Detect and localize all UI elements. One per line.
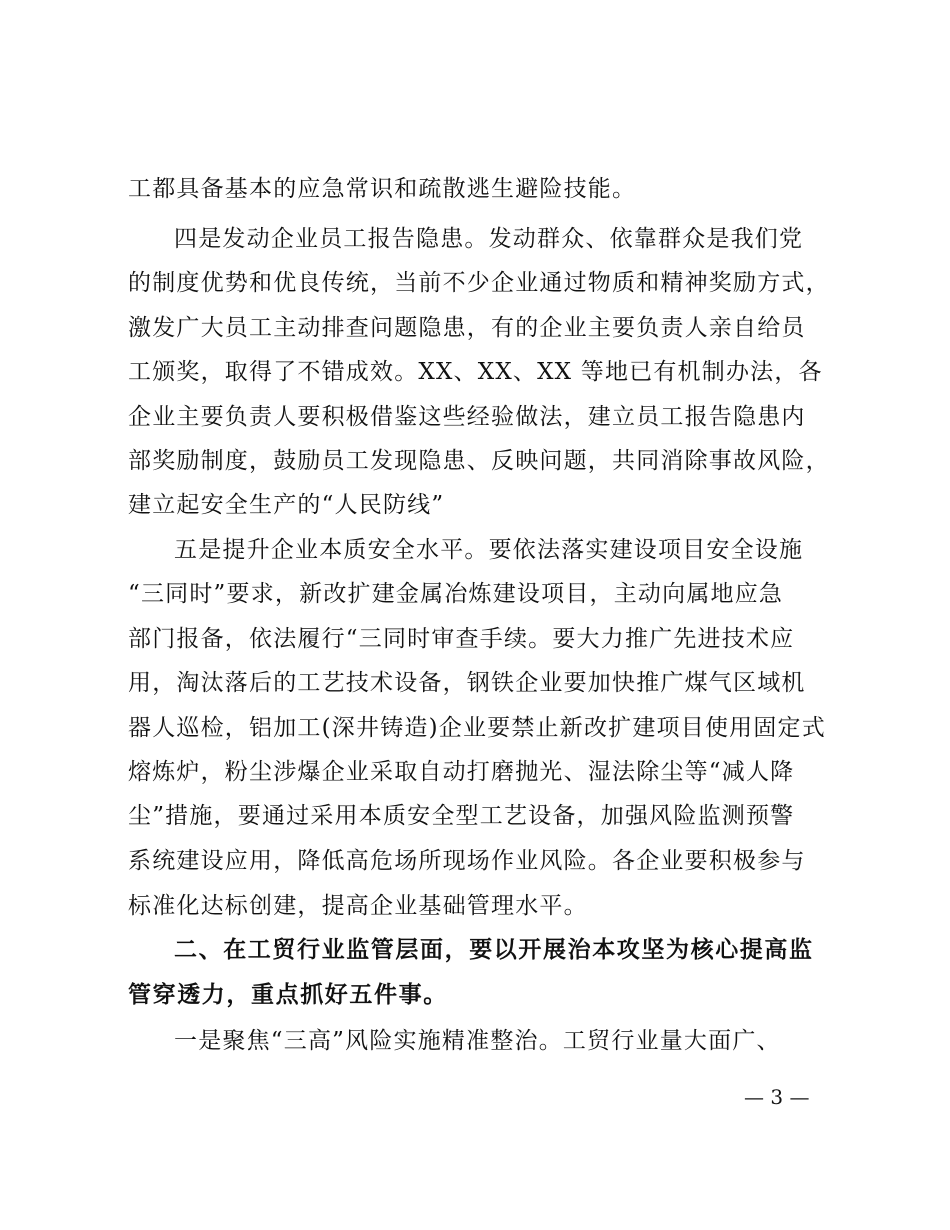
text-line: 熔炼炉，粉尘涉爆企业采取自动打磨抛光、湿法除尘等“减人降 (128, 759, 795, 785)
text-line: 标准化达标创建，提高企业基础管理水平。 (128, 893, 588, 919)
text-line: 的制度优势和优良传统，当前不少企业通过物质和精神奖励方式， (128, 270, 830, 296)
paragraph-start-line: 一是聚焦“三高”风险实施精准整治。工贸行业量大面广、 (174, 1028, 781, 1054)
text-line: 工颁奖，取得了不错成效。XX、XX、XX 等地已有机制办法，各 (128, 359, 823, 385)
text-line: 器人巡检，铝加工(深井铸造)企业要禁止新改扩建项目使用固定式 (128, 715, 826, 741)
text-line: 工都具备基本的应急常识和疏散逃生避险技能。 (128, 176, 637, 202)
section-heading-line: 管穿透力，重点抓好五件事。 (128, 982, 448, 1008)
page-number: — 3 — (744, 1085, 810, 1109)
text-line: 激发广大员工主动排查问题隐患，有的企业主要负责人亲自给员 (128, 315, 806, 341)
text-line: 系统建设应用，降低高危场所现场作业风险。各企业要积极参与 (128, 848, 806, 874)
section-heading-line: 二、在工贸行业监管层面，要以开展治本攻坚为核心提高监 (174, 937, 814, 963)
text-line: 企业主要负责人要积极借鉴这些经验做法，建立员工报告隐患内 (128, 404, 806, 430)
paragraph-start-line: 四是发动企业员工报告隐患。发动群众、依靠群众是我们党 (174, 226, 804, 252)
paragraph-start-line: 五是提升企业本质安全水平。要依法落实建设项目安全设施 (174, 537, 804, 563)
text-line: 用，淘汰落后的工艺技术设备，钢铁企业要加快推广煤气区域机 (128, 670, 806, 696)
text-line: 建立起安全生产的“人民防线” (128, 492, 445, 518)
text-line: 部门报备，依法履行“三同时审查手续。要大力推广先进技术应 (128, 626, 795, 652)
text-line: “三同时”要求，新改扩建金属冶炼建设项目，主动向属地应急 (128, 581, 784, 607)
text-line: 部奖励制度，鼓励员工发现隐患、反映问题，共同消除事故风险， (128, 448, 830, 474)
text-line: 尘”措施，要通过采用本质安全型工艺设备，加强风险监测预警 (128, 803, 795, 829)
